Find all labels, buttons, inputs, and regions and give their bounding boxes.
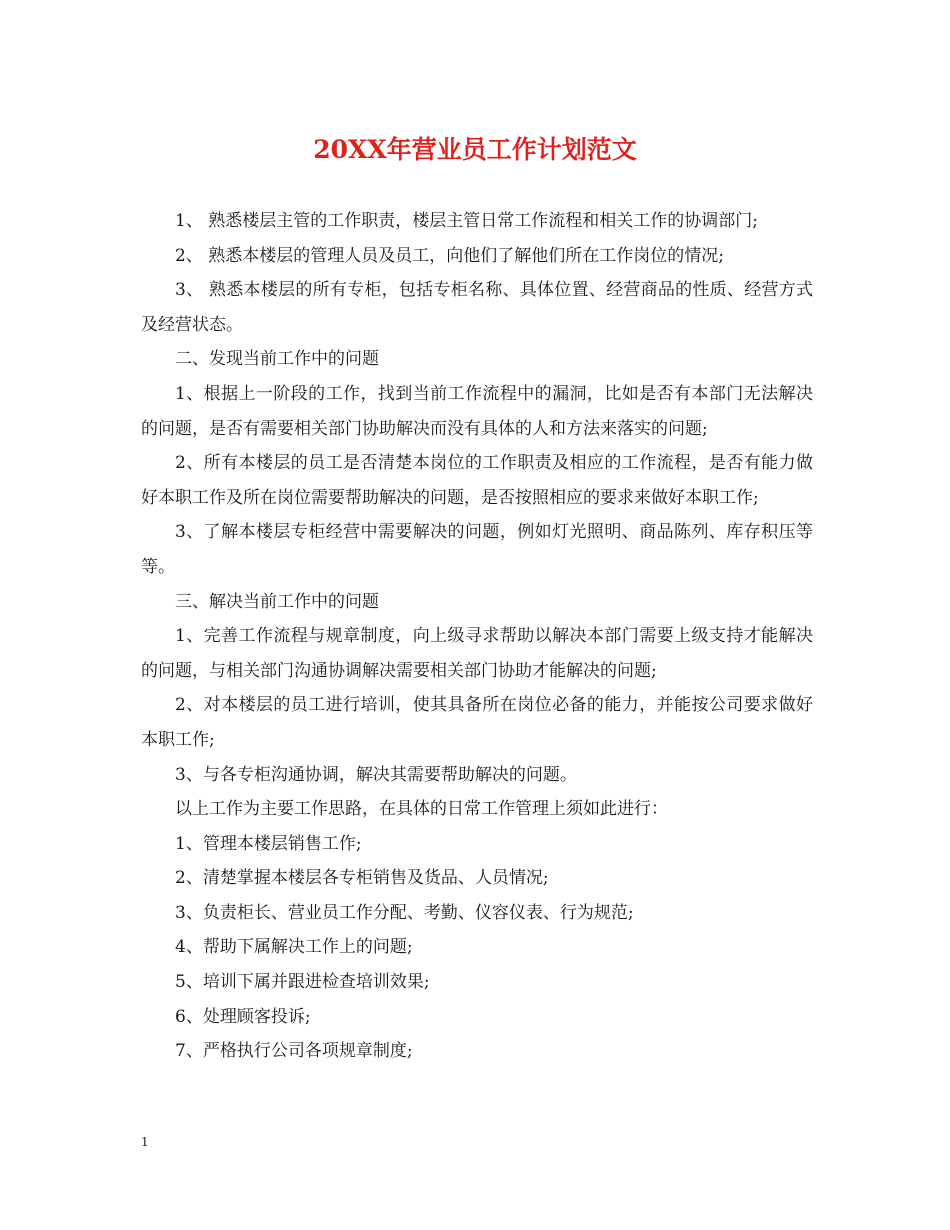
paragraph: 3、与各专柜沟通协调，解决其需要帮助解决的问题。 xyxy=(175,764,577,785)
paragraph: 2、所有本楼层的员工是否清楚本岗位的工作职责及相应的工作流程，是否有能力做好本职工作及所在岗位需要帮助解决的问题，是否按照相应的要求来做好本职工作; xyxy=(141,453,813,508)
list-item: 3、负责柜长、营业员工作分配、考勤、仪容仪表、行为规范; xyxy=(175,902,634,923)
section-heading: 三、解决当前工作中的问题 xyxy=(175,591,379,612)
paragraph: 3、 熟悉本楼层的所有专柜，包括专柜名称、具体位置、经营商品的性质、经营方式及经营状态。 xyxy=(141,280,813,335)
paragraph: 1、根据上一阶段的工作，找到当前工作流程中的漏洞，比如是否有本部门无法解决的问题，是否有需要相关部门协助解决而没有具体的人和方法来落实的问题; xyxy=(141,383,813,439)
paragraph: 1、 熟悉楼层主管的工作职责，楼层主管日常工作流程和相关工作的协调部门; xyxy=(175,211,758,231)
list-item: 4、帮助下属解决工作上的问题; xyxy=(175,937,413,958)
section-heading: 二、发现当前工作中的问题 xyxy=(175,349,379,370)
list-item: 7、严格执行公司各项规章制度; xyxy=(175,1041,413,1062)
page-number: 1 xyxy=(141,1135,149,1149)
paragraph: 2、 熟悉本楼层的管理人员及员工，向他们了解他们所在工作岗位的情况; xyxy=(175,245,724,266)
document-title: 20XX年营业员工作计划范文 xyxy=(313,135,637,164)
paragraph: 3、了解本楼层专柜经营中需要解决的问题，例如灯光照明、商品陈列、库存积压等等。 xyxy=(141,522,813,577)
list-item: 1、管理本楼层销售工作; xyxy=(175,833,362,854)
paragraph: 2、对本楼层的员工进行培训，使其具备所在岗位必备的能力，并能按公司要求做好本职工作; xyxy=(141,695,813,750)
list-item: 6、处理顾客投诉; xyxy=(175,1006,311,1027)
document-body xyxy=(141,204,813,1069)
paragraph: 1、完善工作流程与规章制度，向上级寻求帮助以解决本部门需要上级支持才能解决的问题，与相关部门沟通协调解决需要相关部门协助才能解决的问题; xyxy=(141,626,813,681)
list-item: 5、培训下属并跟进检查培训效果; xyxy=(175,972,430,993)
list-item: 2、清楚掌握本楼层各专柜销售及货品、人员情况; xyxy=(175,868,549,889)
paragraph: 以上工作为主要工作思路，在具体的日常工作管理上须如此进行： xyxy=(175,799,668,820)
